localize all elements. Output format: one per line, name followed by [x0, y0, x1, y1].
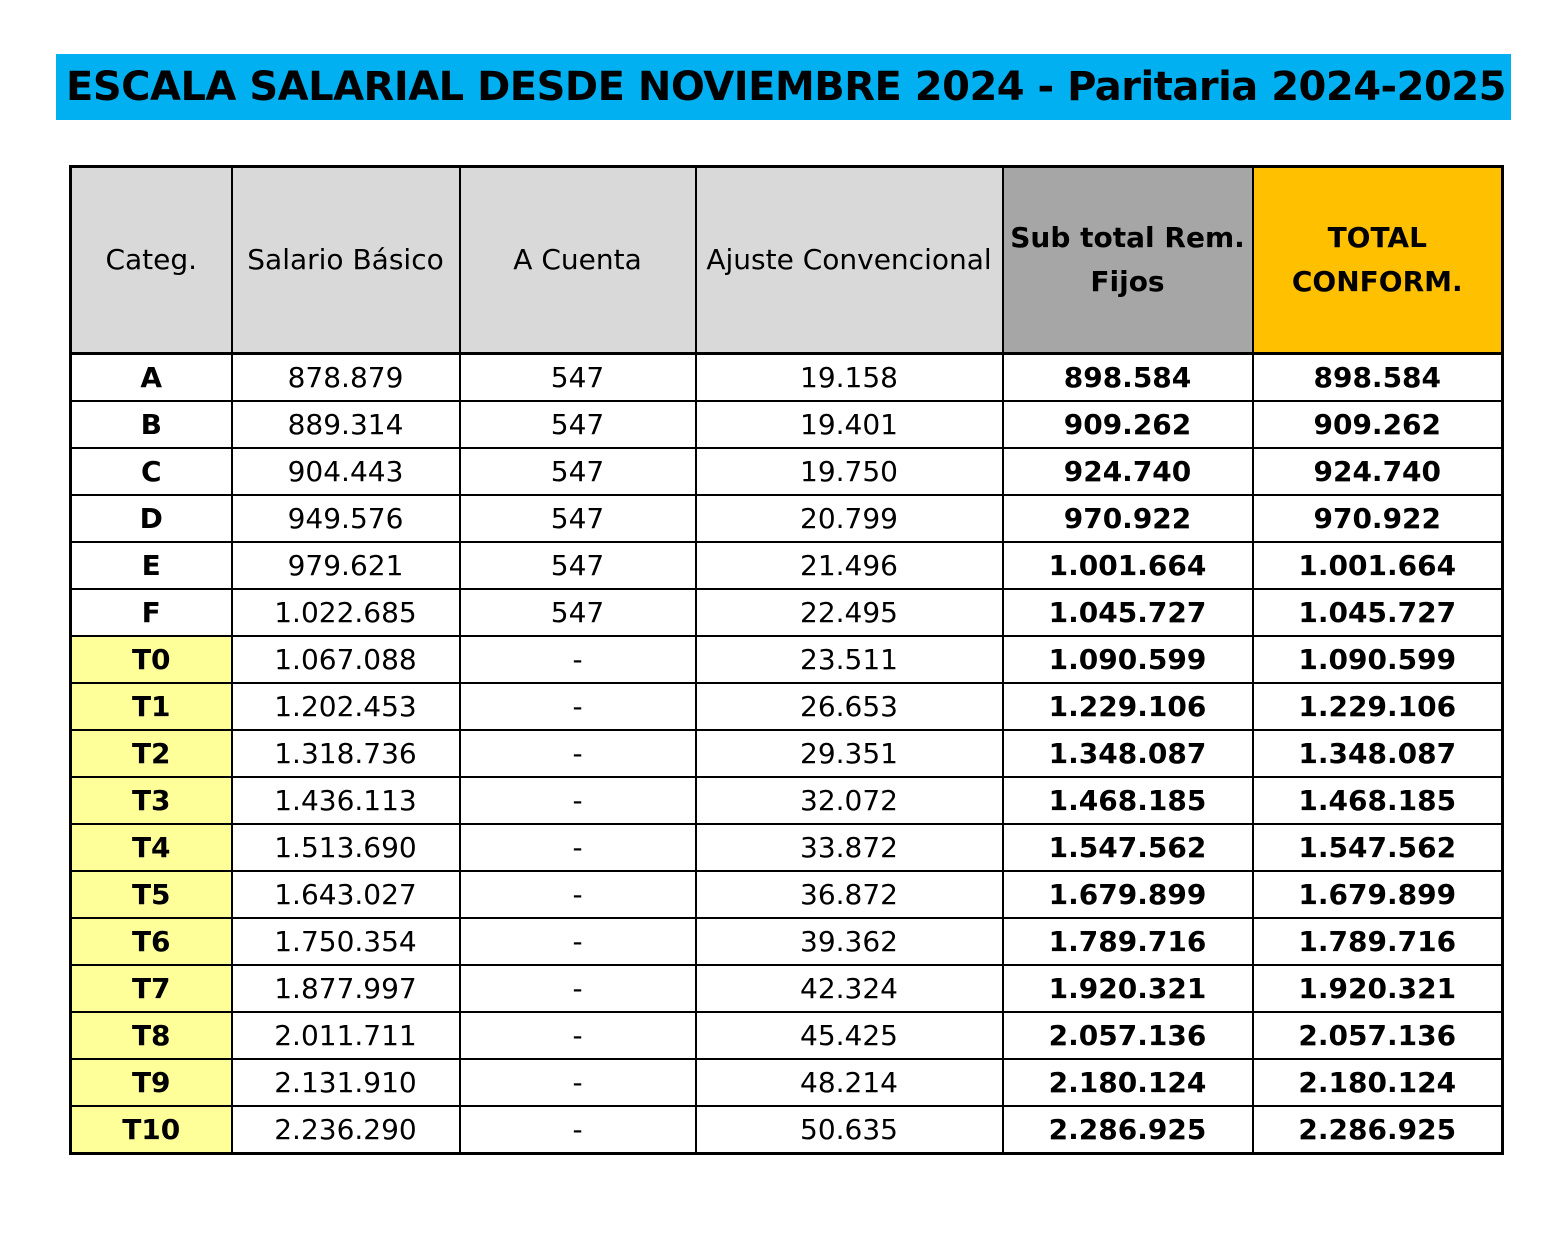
- cell-a-cuenta: -: [460, 777, 696, 824]
- cell-salario-basico: 1.750.354: [232, 918, 460, 965]
- cell-total: 924.740: [1253, 448, 1503, 495]
- cell-ajuste-convencional: 23.511: [696, 636, 1003, 683]
- cell-ajuste-convencional: 48.214: [696, 1059, 1003, 1106]
- cell-total: 2.057.136: [1253, 1012, 1503, 1059]
- cell-ajuste-convencional: 42.324: [696, 965, 1003, 1012]
- cell-salario-basico: 1.318.736: [232, 730, 460, 777]
- cell-category: T7: [71, 965, 232, 1012]
- cell-ajuste-convencional: 19.401: [696, 401, 1003, 448]
- cell-ajuste-convencional: 22.495: [696, 589, 1003, 636]
- cell-sub-total: 1.789.716: [1003, 918, 1253, 965]
- cell-a-cuenta: -: [460, 730, 696, 777]
- cell-category: C: [71, 448, 232, 495]
- cell-ajuste-convencional: 20.799: [696, 495, 1003, 542]
- page-title: ESCALA SALARIAL DESDE NOVIEMBRE 2024 - Paritaria 2024-2025: [66, 64, 1506, 110]
- cell-salario-basico: 1.067.088: [232, 636, 460, 683]
- table-row: [71, 1106, 1503, 1154]
- cell-a-cuenta: -: [460, 965, 696, 1012]
- table-row: [71, 1012, 1503, 1059]
- cell-salario-basico: 2.236.290: [232, 1106, 460, 1154]
- cell-salario-basico: 1.643.027: [232, 871, 460, 918]
- cell-salario-basico: 2.131.910: [232, 1059, 460, 1106]
- table-row: [71, 542, 1503, 589]
- cell-category: T0: [71, 636, 232, 683]
- cell-a-cuenta: 547: [460, 448, 696, 495]
- cell-a-cuenta: -: [460, 1106, 696, 1154]
- cell-sub-total: 1.348.087: [1003, 730, 1253, 777]
- table-row: [71, 824, 1503, 871]
- cell-category: A: [71, 354, 232, 402]
- cell-total: 898.584: [1253, 354, 1503, 402]
- cell-sub-total: 1.920.321: [1003, 965, 1253, 1012]
- cell-sub-total: 1.229.106: [1003, 683, 1253, 730]
- table-row: [71, 401, 1503, 448]
- header-total: TOTAL CONFORM.: [1253, 167, 1503, 354]
- title-banner: [56, 54, 1511, 120]
- cell-category: T4: [71, 824, 232, 871]
- header-row: [71, 167, 1503, 354]
- cell-sub-total: 1.090.599: [1003, 636, 1253, 683]
- cell-ajuste-convencional: 19.750: [696, 448, 1003, 495]
- table-row: [71, 448, 1503, 495]
- cell-total: 2.286.925: [1253, 1106, 1503, 1154]
- cell-category: T3: [71, 777, 232, 824]
- cell-ajuste-convencional: 33.872: [696, 824, 1003, 871]
- cell-ajuste-convencional: 39.362: [696, 918, 1003, 965]
- table-row: [71, 965, 1503, 1012]
- cell-a-cuenta: -: [460, 918, 696, 965]
- table-row: [71, 777, 1503, 824]
- cell-a-cuenta: 547: [460, 354, 696, 402]
- cell-a-cuenta: 547: [460, 542, 696, 589]
- table-row: [71, 589, 1503, 636]
- cell-category: T1: [71, 683, 232, 730]
- table-row: [71, 730, 1503, 777]
- table-row: [71, 636, 1503, 683]
- cell-sub-total: 1.045.727: [1003, 589, 1253, 636]
- salary-scale-table: [69, 165, 1504, 1155]
- table-row: [71, 918, 1503, 965]
- header-sub-total: Sub total Rem. Fijos: [1003, 167, 1253, 354]
- cell-sub-total: 1.468.185: [1003, 777, 1253, 824]
- cell-sub-total: 1.547.562: [1003, 824, 1253, 871]
- cell-category: F: [71, 589, 232, 636]
- cell-total: 909.262: [1253, 401, 1503, 448]
- cell-salario-basico: 904.443: [232, 448, 460, 495]
- cell-ajuste-convencional: 29.351: [696, 730, 1003, 777]
- header-a-cuenta: A Cuenta: [460, 167, 696, 354]
- table-row: [71, 1059, 1503, 1106]
- cell-total: 1.090.599: [1253, 636, 1503, 683]
- cell-sub-total: 1.679.899: [1003, 871, 1253, 918]
- cell-salario-basico: 878.879: [232, 354, 460, 402]
- cell-sub-total: 2.180.124: [1003, 1059, 1253, 1106]
- table-row: [71, 871, 1503, 918]
- cell-a-cuenta: 547: [460, 495, 696, 542]
- cell-ajuste-convencional: 50.635: [696, 1106, 1003, 1154]
- cell-salario-basico: 2.011.711: [232, 1012, 460, 1059]
- cell-total: 1.789.716: [1253, 918, 1503, 965]
- cell-salario-basico: 1.436.113: [232, 777, 460, 824]
- cell-salario-basico: 1.022.685: [232, 589, 460, 636]
- table-body: [71, 354, 1503, 1154]
- cell-a-cuenta: -: [460, 1059, 696, 1106]
- cell-salario-basico: 1.513.690: [232, 824, 460, 871]
- cell-total: 1.547.562: [1253, 824, 1503, 871]
- cell-total: 1.920.321: [1253, 965, 1503, 1012]
- cell-total: 1.468.185: [1253, 777, 1503, 824]
- table-header: [71, 167, 1503, 354]
- cell-category: E: [71, 542, 232, 589]
- cell-total: 1.229.106: [1253, 683, 1503, 730]
- header-salario-basico: Salario Básico: [232, 167, 460, 354]
- cell-a-cuenta: 547: [460, 589, 696, 636]
- cell-total: 1.679.899: [1253, 871, 1503, 918]
- cell-sub-total: 970.922: [1003, 495, 1253, 542]
- cell-sub-total: 2.057.136: [1003, 1012, 1253, 1059]
- cell-category: T9: [71, 1059, 232, 1106]
- cell-total: 970.922: [1253, 495, 1503, 542]
- cell-a-cuenta: -: [460, 683, 696, 730]
- cell-ajuste-convencional: 19.158: [696, 354, 1003, 402]
- table-row: [71, 495, 1503, 542]
- cell-category: B: [71, 401, 232, 448]
- cell-a-cuenta: 547: [460, 401, 696, 448]
- cell-category: T6: [71, 918, 232, 965]
- cell-ajuste-convencional: 21.496: [696, 542, 1003, 589]
- cell-salario-basico: 889.314: [232, 401, 460, 448]
- table-row: [71, 683, 1503, 730]
- cell-sub-total: 2.286.925: [1003, 1106, 1253, 1154]
- table-row: [71, 354, 1503, 402]
- cell-a-cuenta: -: [460, 824, 696, 871]
- cell-total: 1.045.727: [1253, 589, 1503, 636]
- cell-ajuste-convencional: 45.425: [696, 1012, 1003, 1059]
- cell-category: T10: [71, 1106, 232, 1154]
- cell-salario-basico: 979.621: [232, 542, 460, 589]
- cell-sub-total: 898.584: [1003, 354, 1253, 402]
- cell-ajuste-convencional: 32.072: [696, 777, 1003, 824]
- cell-a-cuenta: -: [460, 871, 696, 918]
- cell-category: T8: [71, 1012, 232, 1059]
- cell-category: D: [71, 495, 232, 542]
- cell-category: T2: [71, 730, 232, 777]
- cell-total: 1.348.087: [1253, 730, 1503, 777]
- cell-salario-basico: 1.877.997: [232, 965, 460, 1012]
- header-categ: Categ.: [71, 167, 232, 354]
- cell-total: 2.180.124: [1253, 1059, 1503, 1106]
- cell-total: 1.001.664: [1253, 542, 1503, 589]
- cell-a-cuenta: -: [460, 1012, 696, 1059]
- cell-category: T5: [71, 871, 232, 918]
- cell-ajuste-convencional: 36.872: [696, 871, 1003, 918]
- cell-sub-total: 1.001.664: [1003, 542, 1253, 589]
- header-ajuste-convencional: Ajuste Convencional: [696, 167, 1003, 354]
- cell-ajuste-convencional: 26.653: [696, 683, 1003, 730]
- cell-salario-basico: 949.576: [232, 495, 460, 542]
- cell-sub-total: 924.740: [1003, 448, 1253, 495]
- cell-a-cuenta: -: [460, 636, 696, 683]
- cell-salario-basico: 1.202.453: [232, 683, 460, 730]
- cell-sub-total: 909.262: [1003, 401, 1253, 448]
